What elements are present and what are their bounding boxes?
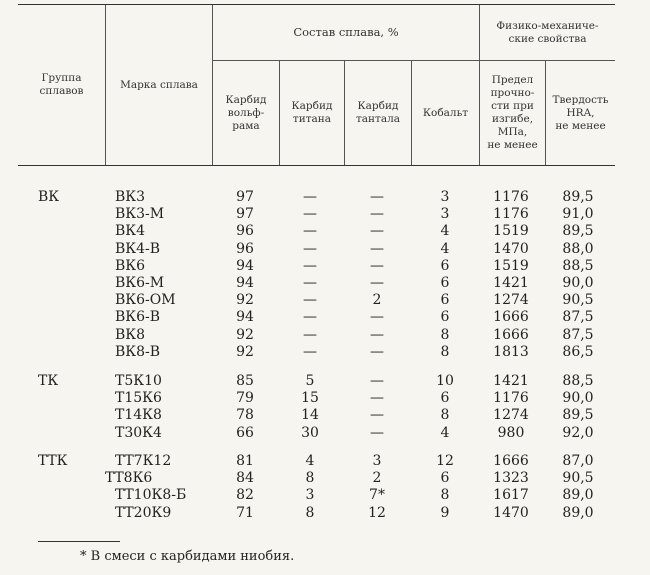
tantalum-carbide-cell: —	[370, 309, 384, 326]
grade-cell: ВК6-ОМ	[115, 292, 176, 309]
cobalt-cell: 10	[436, 373, 454, 389]
titanium-carbide-cell: —	[303, 292, 317, 309]
tantalum-carbide-cell: 2	[372, 470, 382, 487]
grade-cell: ТТ20К9	[115, 504, 172, 521]
tungsten-carbide-cell: 96	[236, 240, 254, 257]
grade-cell: ВК3-М	[115, 206, 165, 223]
hardness-cell: 91,0	[562, 206, 594, 223]
tantalum-carbide-cell: —	[370, 257, 384, 274]
grade-cell: ВК6-В	[115, 309, 161, 326]
hardness-cell: 88,5	[562, 257, 594, 274]
hardness-cell: 90,5	[562, 292, 594, 309]
titanium-carbide-cell: 8	[305, 470, 315, 487]
titanium-carbide-cell: —	[303, 257, 317, 274]
grade-cell: Т14К8	[115, 407, 162, 424]
bending-strength-cell: 1421	[493, 275, 529, 291]
titanium-carbide-cell: —	[303, 309, 317, 326]
titanium-carbide-cell: 4	[305, 453, 315, 469]
tungsten-carbide-cell: 94	[236, 257, 254, 274]
titanium-carbide-cell: —	[303, 326, 317, 343]
cobalt-cell: 8	[440, 487, 450, 504]
footnote: * В смеси с карбидами ниобия.	[80, 549, 295, 564]
titanium-carbide-cell: 14	[301, 407, 319, 424]
bending-strength-cell: 1176	[493, 206, 529, 223]
header-composition: Состав сплава, %	[293, 25, 399, 39]
group-label: ТТК	[38, 453, 68, 469]
cobalt-cell: 12	[436, 453, 454, 469]
cobalt-cell: 3	[440, 206, 450, 223]
tantalum-carbide-cell: —	[370, 189, 384, 205]
hardness-cell: 92,0	[562, 424, 594, 441]
grade-cell: ВК4	[115, 223, 146, 240]
grade-cell: ТТ7К12	[115, 453, 172, 469]
bending-strength-cell: 1274	[493, 407, 529, 424]
tantalum-carbide-cell: —	[370, 343, 384, 360]
titanium-carbide-cell: 15	[301, 390, 319, 407]
tungsten-carbide-cell: 92	[236, 343, 254, 360]
bending-strength-cell: 1176	[493, 390, 529, 407]
bending-strength-cell: 1470	[493, 504, 529, 521]
grade-cell: ВК8	[115, 326, 146, 343]
bending-strength-cell: 1274	[493, 292, 529, 309]
tantalum-carbide-cell: —	[370, 240, 384, 257]
grade-cell: ВК6-М	[115, 275, 165, 291]
tantalum-carbide-cell: —	[370, 206, 384, 223]
bending-strength-cell: 1519	[493, 223, 529, 240]
titanium-carbide-cell: —	[303, 206, 317, 223]
hardness-cell: 89,0	[562, 504, 594, 521]
tungsten-carbide-cell: 97	[236, 206, 254, 223]
titanium-carbide-cell: —	[303, 189, 317, 205]
titanium-carbide-cell: 30	[301, 424, 319, 441]
bending-strength-cell: 980	[497, 424, 525, 441]
bending-strength-cell: 1666	[493, 326, 529, 343]
tungsten-carbide-cell: 94	[236, 309, 254, 326]
header-hardness: Твердость HRA, не менее	[552, 93, 609, 132]
cobalt-cell: 6	[440, 390, 450, 407]
bending-strength-cell: 1470	[493, 240, 529, 257]
titanium-carbide-cell: 5	[305, 373, 315, 389]
tantalum-carbide-cell: —	[370, 326, 384, 343]
bending-strength-cell: 1617	[493, 487, 529, 504]
cobalt-cell: 9	[440, 504, 450, 521]
titanium-carbide-cell: 3	[305, 487, 315, 504]
hardness-cell: 86,5	[562, 343, 594, 360]
table-header	[18, 4, 615, 166]
tungsten-carbide-cell: 92	[236, 292, 254, 309]
tungsten-carbide-cell: 85	[236, 373, 254, 389]
grade-cell: ВК4-В	[115, 240, 161, 257]
tungsten-carbide-cell: 79	[236, 390, 254, 407]
tantalum-carbide-cell: —	[370, 390, 384, 407]
tungsten-carbide-cell: 94	[236, 275, 254, 291]
hardness-cell: 87,5	[562, 326, 594, 343]
cobalt-cell: 3	[440, 189, 450, 205]
bending-strength-cell: 1421	[493, 373, 529, 389]
titanium-carbide-cell: —	[303, 343, 317, 360]
tantalum-carbide-cell: —	[370, 407, 384, 424]
tungsten-carbide-cell: 78	[236, 407, 254, 424]
tantalum-carbide-cell: 12	[368, 504, 386, 521]
tantalum-carbide-cell: 7*	[369, 487, 385, 504]
hardness-cell: 87,5	[562, 309, 594, 326]
tungsten-carbide-cell: 82	[236, 487, 254, 504]
grade-cell: ВК8-В	[115, 343, 161, 360]
tantalum-carbide-cell: —	[370, 223, 384, 240]
header-group: Группа сплавов	[39, 72, 84, 97]
tungsten-carbide-cell: 81	[236, 453, 254, 469]
titanium-carbide-cell: 8	[305, 504, 315, 521]
tantalum-carbide-cell: —	[370, 275, 384, 291]
cobalt-cell: 6	[440, 275, 450, 291]
hardness-cell: 87,0	[562, 453, 594, 469]
cobalt-cell: 6	[440, 309, 450, 326]
group-label: ВК	[38, 189, 60, 205]
header-titanium-carbide: Карбид титана	[291, 100, 333, 125]
footnote-rule	[38, 541, 120, 542]
header-properties: Физико-механиче- ские свойства	[496, 19, 599, 45]
titanium-carbide-cell: —	[303, 275, 317, 291]
cobalt-cell: 6	[440, 292, 450, 309]
cobalt-cell: 8	[440, 407, 450, 424]
tungsten-carbide-cell: 96	[236, 223, 254, 240]
grade-cell: Т15К6	[115, 390, 162, 407]
cobalt-cell: 6	[440, 470, 450, 487]
cobalt-cell: 8	[440, 343, 450, 360]
titanium-carbide-cell: —	[303, 240, 317, 257]
tungsten-carbide-cell: 97	[236, 189, 254, 205]
grade-cell: Т30К4	[115, 424, 162, 441]
header-grade: Марка сплава	[120, 78, 198, 91]
tungsten-carbide-cell: 92	[236, 326, 254, 343]
cobalt-cell: 6	[440, 257, 450, 274]
header-cobalt: Кобальт	[422, 106, 469, 119]
grade-cell: ТТ10К8-Б	[115, 487, 187, 504]
hardness-cell: 88,0	[562, 240, 594, 257]
cobalt-cell: 8	[440, 326, 450, 343]
tungsten-carbide-cell: 66	[236, 424, 254, 441]
hardness-cell: 90,0	[562, 390, 594, 407]
hardness-cell: 90,0	[562, 275, 594, 291]
bending-strength-cell: 1666	[493, 453, 529, 469]
bending-strength-cell: 1323	[493, 470, 529, 487]
grade-cell: ВК6	[115, 257, 146, 274]
hardness-cell: 89,0	[562, 487, 594, 504]
hardness-cell: 89,5	[562, 407, 594, 424]
bending-strength-cell: 1666	[493, 309, 529, 326]
grade-cell: Т5К10	[115, 373, 162, 389]
hardness-cell: 89,5	[562, 189, 594, 205]
bending-strength-cell: 1813	[493, 343, 529, 360]
titanium-carbide-cell: —	[303, 223, 317, 240]
hardness-cell: 88,5	[562, 373, 594, 389]
grade-cell: ВК3	[115, 189, 146, 205]
grade-cell: ТТ8К6	[105, 470, 153, 487]
tungsten-carbide-cell: 84	[236, 470, 254, 487]
cobalt-cell: 4	[440, 240, 450, 257]
tantalum-carbide-cell: 3	[372, 453, 382, 469]
hardness-cell: 90,5	[562, 470, 594, 487]
tungsten-carbide-cell: 71	[236, 504, 254, 521]
bending-strength-cell: 1519	[493, 257, 529, 274]
tantalum-carbide-cell: —	[370, 424, 384, 441]
header-tungsten-carbide: Карбид вольф- рама	[225, 93, 267, 132]
header-bending-strength: Предел прочно- сти при изгибе, МПа, не менее	[487, 74, 538, 151]
hardness-cell: 89,5	[562, 223, 594, 240]
cobalt-cell: 4	[440, 223, 450, 240]
header-tantalum-carbide: Карбид тантала	[355, 100, 401, 125]
cobalt-cell: 4	[440, 424, 450, 441]
tantalum-carbide-cell: —	[370, 373, 384, 389]
tantalum-carbide-cell: 2	[372, 292, 382, 309]
group-label: ТК	[38, 373, 59, 389]
bending-strength-cell: 1176	[493, 189, 529, 205]
